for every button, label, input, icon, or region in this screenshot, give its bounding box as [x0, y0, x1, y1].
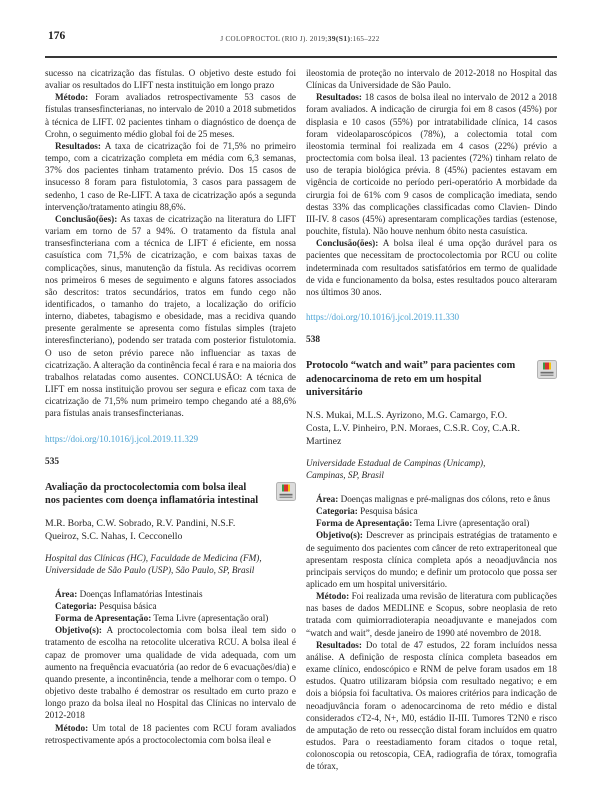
resultados-paragraph: [45, 140, 296, 213]
abstract-authors: N.S. Mukai, M.L.S. Ayrizono, M.G. Camargo, F.O. Costa, L.V. Pinheiro, P.N. Moraes, C.S.R. Coy, C.A.R. Martinez: [306, 410, 520, 448]
resultados-paragraph: [306, 91, 557, 237]
resultados2-label: Resultados:: [316, 639, 362, 650]
area-text: Doenças Inflamatórias Intestinais: [79, 588, 203, 599]
journal-reference-volume: 39(S1): [327, 34, 351, 43]
metodo-paragraph: [45, 91, 296, 140]
metodo2-text: Um total de 18 pacientes com RCU foram avaliados retrospectivamente após a proctocolectomia com bolsa ileal e: [45, 722, 297, 745]
conclusao-label: Conclusão(ões):: [55, 213, 118, 224]
forma-text: Tema Livre (apresentação oral): [414, 518, 530, 529]
objetivo-text: A proctocolectomia com bolsa ileal tem sido o tratamento de escolha na retocolite ulcerativa RCU. A bolsa ileal é capaz de promover uma qualidade de vida adequada, com um aumento na frequência evacuatória (ao redor de 6 evacuações/dia) e quando presente, a incontinência, tende a melhorar com o tempo. O objetivo deste trabalho é demostrar os resultado em curto prazo e longo prazo da bolsa ileal no Hospital das Clínicas no intervalo de 2012-2018: [45, 625, 296, 721]
area-label: Área:: [316, 493, 339, 504]
categoria-text: Pesquisa básica: [99, 601, 157, 611]
abstract-title: Avaliação da proctocolectomia com bolsa ileal nos pacientes com doença inflamatória intestinal: [45, 481, 259, 507]
objetivo-label: Objetivo(s):: [55, 625, 102, 636]
metodo-label: Método:: [55, 92, 89, 103]
resultados-label: Resultados:: [55, 140, 101, 151]
conclusao-text: As taxas de cicatrização na literatura do LIFT variam em torno de 57 a 94%. O tratamento da fístula anal transesfincteriana com a técnica de LIFT é eficiente, em nossa casuística com 71,5% de cicatrização, e com baixas taxas de complicações, sinus, manutenção da fístula. As recidivas ocorrem nos primeiros 6 meses de seguimento e alguns fatores associados são descritos: tratos secundários, tratos em fundo cego não identificados, o tamanho do trajeto, a localização do orifício interno, diabetes, tabagismo e obesidade, mas a recidiva quando presente geralmente se apresenta como fístulas simples (trajeto interesfincteriano), podendo ser tratada com posterior fistulotomia. O uso de seton prévio parece não influenciar as taxas de cicatrização. A alteração da continência fecal é rara e na maioria dos trabalhos relatadas como ausentes. CONCLUSÃO: A técnica de LIFT em nossa instituição provou ser segura e eficaz com taxa de cicatrização de 71,5% num primeiro tempo chegando até a 88,6% para fístulas anais transesfincterianas.: [45, 213, 297, 419]
objetivo-label: Objetivo(s):: [316, 530, 363, 541]
page-number: 176: [48, 30, 66, 42]
header-divider: [45, 56, 557, 58]
abstract-continuation-text: ileostomia de proteção no intervalo de 2012-2018 no Hospital das Clínicas da Universidade de São Paulo.: [306, 68, 557, 91]
area-label: Área:: [55, 588, 78, 599]
forma-text: Tema Livre (apresentação oral): [153, 613, 269, 624]
left-column: [45, 67, 296, 772]
area-line: [45, 588, 296, 600]
abstract-affiliation: Hospital das Clínicas (HC), Faculdade de Medicina (FM), Universidade de São Paulo (USP), São Paulo, SP, Brasil: [45, 553, 262, 576]
objetivo-text: Descrever as principais estratégias de tratamento e de seguimento dos pacientes com câncer de reto extraperitoneal que apresentam resposta clínica completa após a neoadjuvância nos principais serviços do mundo; e definir um protocolo que possa ser aplicado em um hospital universitário.: [306, 530, 558, 589]
forma-label: Forma de Apresentação:: [55, 613, 152, 624]
objetivo-paragraph: [306, 529, 557, 590]
abstract-meta: [306, 493, 557, 529]
forma-label: Forma de Apresentação:: [316, 518, 413, 529]
conclusao-paragraph: [45, 213, 296, 420]
journal-reference-pre: J COLOPROCTOL (RIO J). 2019;: [220, 35, 328, 43]
journal-reference: [0, 34, 600, 43]
forma-line: [45, 612, 296, 624]
journal-reference-pages: :165–222: [350, 35, 380, 43]
area-line: [306, 493, 557, 505]
doi-link[interactable]: https://doi.org/10.1016/j.jcol.2019.11.329: [45, 433, 199, 444]
metodo-text: Foi realizada uma revisão de literatura com publicações nas bases de dados MEDLINE e Scopus, sobre neoplasia de reto tratada com quimiorradioterapia neoadjuvante e manejados com “watch and wait”, desde janeiro de 1990 até novembro de 2018.: [306, 591, 558, 638]
abstract-meta: [45, 588, 296, 624]
article-badge-icon[interactable]: [537, 360, 557, 383]
metodo-paragraph: [306, 590, 557, 639]
resultados2-paragraph: [306, 639, 557, 773]
categoria-line: [45, 600, 296, 612]
categoria-text: Pesquisa básica: [360, 506, 418, 517]
resultados-text: A taxa de cicatrização foi de 71,5% no primeiro tempo, com a cicatrização completa em média com 6,3 semanas, 37% dos pacientes tinham tratamento prévio. Dos 15 casos de insucesso 8 foram para fistulotomia, 3 casos para passagem de sedenho, 1 caso de Re-LIFT. A taxa de cicatrização após a segunda intervenção/tratamento atingiu 88,6%.: [45, 140, 296, 212]
abstract-authors: M.R. Borba, C.W. Sobrado, R.V. Pandini, N.S.F. Queiroz, S.C. Nahas, I. Cecconello: [45, 518, 236, 543]
abstract-affiliation: Universidade Estadual de Campinas (Unicamp), Campinas, SP, Brasil: [306, 458, 486, 481]
resultados-text: 18 casos de bolsa ileal no intervalo de 2012 a 2018 foram avaliados. A indicação de cirurgia foi em 8 casos (45%) por displasia e 10 casos (55%) por intratabilidade clínica, 14 casos foram videolaparoscópicos (78%), a colectomia total com ileostomia terminal foi realizada em 4 casos (22%) prévio a proctectomia com bolsa ileal. 13 pacientes (72%) tinham relato de uso de terapia biológica prévia. 8 (45%) pacientes estavam em vigência de corticoide no período peri-operatório A morbidade da cirurgia foi de 61% com 9 casos de complicação imediata, sendo destas 33% das complicações classificadas como Clavien- Dindo III-IV. 8 casos (45%) apresentaram complicações tardias (estenose, pouchite, fístula). Não houve nenhum óbito nesta casuística.: [306, 92, 557, 237]
area-text: Doenças malignas e pré-malignas dos cólons, reto e ânus: [340, 493, 551, 504]
categoria-label: Categoria:: [55, 601, 97, 611]
abstract-continuation-text: sucesso na cicatrização das fístulas. O objetivo deste estudo foi avaliar os resultados do LIFT nesta instituição em longo prazo: [45, 68, 296, 91]
objetivo-paragraph: [45, 624, 296, 721]
two-column-body: [45, 67, 557, 772]
conclusao-text: A bolsa ileal é uma opção durável para os pacientes que necessitam de proctocolectomia por RCU ou colite indeterminada com resultados satisfatórios em termo de qualidade de vida e funcionamento da bolsa, estes resultados pouco alteraram nos últimos 30 anos.: [306, 238, 557, 297]
abstract-number: 538: [306, 335, 321, 346]
metodo2-label: Método:: [55, 722, 89, 733]
metodo-label: Método:: [316, 591, 350, 602]
doi-link[interactable]: https://doi.org/10.1016/j.jcol.2019.11.330: [306, 311, 460, 322]
metodo2-paragraph: [45, 722, 296, 746]
abstract-title: Protocolo “watch and wait” para pacientes com adenocarcinoma de reto em um hospital universitário: [306, 360, 516, 399]
abstract-title-row: [45, 481, 296, 508]
conclusao-paragraph: [306, 237, 557, 298]
categoria-line: [306, 505, 557, 517]
categoria-label: Categoria:: [316, 506, 358, 517]
metodo-text: Foram avaliados retrospectivamente 53 casos de fístulas transesfincterianas, no intervalo de 2010 a 2018 submetidos à técnica de LIFT. 02 pacientes tinham o diagnóstico de doença de Crohn, o seguimento médio global foi de 25 meses.: [45, 92, 296, 139]
abstract-title-row: [306, 359, 557, 400]
article-badge-icon[interactable]: [276, 482, 296, 505]
conclusao-label: Conclusão(ões):: [316, 238, 379, 249]
resultados-label: Resultados:: [316, 92, 362, 103]
right-column: [306, 67, 557, 772]
abstract-number: 535: [45, 456, 60, 467]
resultados2-text: Do total de 47 estudos, 22 foram incluídos nessa análise. A definição de resposta clínica completa baseados em exame clínico, endoscópico e RNM de pelve foram usados em 18 estudos. Quatro utilizaram biópsia com resultado negativo; e em dois a biópsia foi facultativa. Os maiores critérios para indicação de neoadjuvância foram o adenocarcinoma de reto médio e distal considerados cT2-4, N+, M0, estádio II-III. Tumores T2N0 e risco de amputação de reto ou ressecção distal foram incluídos em quatro estudos. Para o reestadiamento foram citados o toque retal, colonoscopia ou retoscopia, CEA, radiografia de tórax, tomografia de tórax,: [306, 639, 557, 772]
forma-line: [306, 517, 557, 529]
